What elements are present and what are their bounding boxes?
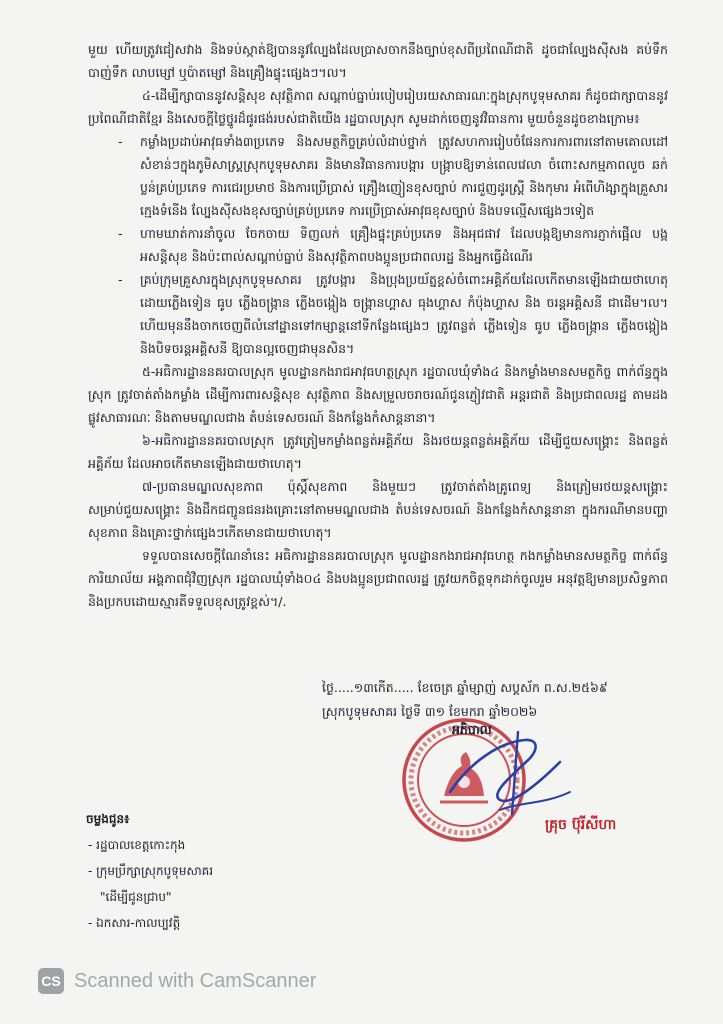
- document-body: [88, 38, 668, 613]
- camscanner-logo-icon: CS: [38, 968, 64, 994]
- paragraph-continuation: មួយ ហើយត្រូវជៀសវាង និងទប់ស្កាត់ឱ្យបាននូវល្បែងដែលប្រាសចាកនឹងច្បាប់ខុសពីប្រពៃណីជាតិ ដូចជាល្បែងស៊ីសង គប់ទឹក បាញ់ទឹក លាបម្សៅ ឬប៉ាតម្សៅ និងគ្រឿងផ្ទុះផ្សេងៗ។ល។: [88, 42, 668, 80]
- cc-title: ចម្លងជូន៖: [86, 812, 130, 826]
- measure-item: - គ្រប់ក្រុមគ្រួសារក្នុងស្រុកបូទុមសាគរ ត្រូវបង្ការ និងប្រុងប្រយ័ត្នខ្ពស់ចំពោះអគ្គិភ័យដែលកើតមានឡើងជាយថាហេតុ ដោយភ្លើងទៀន ធូប ភ្លើងចង្ក្រាន ភ្លើងចង្កៀង ចង្ក្រានហ្គាស ធុងហ្គាស កំប៉ុងហ្គាស និង ចរន្តអគ្គិសនី ជាដើម។ល។ ហើយមុននឹងចាកចេញពីលំនៅដ្ឋានទៅកម្សាន្តនៅទីកន្លែងផ្សេងៗ ត្រូវពន្លត់ ភ្លើងទៀន ធូប ភ្លើងចង្ក្រាន ភ្លើងចង្កៀង និងបិទចរន្តអគ្គិសនី ឱ្យបានល្អចេញជាមុនសិន។: [118, 268, 668, 360]
- measure-item: - ហាមឃាត់ការនាំចូល ចែកចាយ ទិញលក់ គ្រឿងផ្ទុះគ្រប់ប្រភេទ និងអុជផាវ ដែលបង្កឱ្យមានការភ្ញាក់ផ្អើល បង្កអសន្តិសុខ និងប៉ះពាល់សណ្តាប់ធ្នាប់ និងសុវត្ថិភាពបងប្អូនប្រជាពលរដ្ឋ និងអ្នកធ្វើដំណើរ: [118, 222, 668, 268]
- paragraph-item-5: ៥-អធិការដ្ឋាននគរបាលស្រុក មូលដ្ឋានកងរាជអាវុធហត្ថស្រុក រដ្ឋបាលឃុំទាំង៤ និងកម្លាំងមានសមត្ថកិច្ច ពាក់ព័ន្ធក្នុងស្រុក ត្រូវចាត់តាំងកម្លាំង ដើម្បីការពារសន្តិសុខ សុវត្ថិភាព និងសម្រួលចរាចរណ៍ជូនភ្ញៀវជាតិ អន្តរជាតិ និងប្រជាពលរដ្ឋ តាមដងផ្លូវសាធារណៈ និងតាមមណ្ឌលជាង តំបន់ទេសចរណ៍ និងកន្លែងកំសាន្តនានា។: [88, 364, 668, 425]
- cc-item: - ក្រុមប្រឹក្សាស្រុកបូទុមសាគរ: [88, 864, 214, 878]
- camscanner-watermark: [38, 968, 316, 994]
- cc-list: [86, 806, 213, 936]
- lunar-date-line: ថ្ងៃ.....១៣កើត..... ខែចេត្រ ឆ្នាំម្សាញ់ សប្តស័ក ព.ស.២៥៦៩: [322, 680, 608, 695]
- signatory-title: អភិបាល: [452, 722, 492, 737]
- paragraph-closing: ទទួលបានសេចក្តីណែនាំនេះ អធិការដ្ឋាននគរបាលស្រុក មូលដ្ឋានកងរាជអាវុធហត្ថ កងកម្លាំងមានសមត្ថកិច្ច ពាក់ព័ន្ធ ការិយាល័យ អង្គភាពជុំវិញស្រុក រដ្ឋបាលឃុំទាំង០៤ និងបងប្អូនប្រជាពលរដ្ឋ ត្រូវយកចិត្តទុកដាក់ចូលរួម អនុវត្តឱ្យមានប្រសិទ្ធភាព និងប្រកបដោយស្មារតីទទួលខុសត្រូវខ្ពស់។/.: [88, 548, 668, 609]
- measure-item: - កម្លាំងប្រដាប់អាវុធទាំង៣ប្រភេទ និងសមត្ថកិច្ចគ្រប់លំដាប់ថ្នាក់ ត្រូវសហការរៀបចំផែនការការពារនៅតាមគោលដៅសំខាន់ៗក្នុងភូមិសាស្ត្រស្រុកបូទុមសាគរ និងមានវិធានការបង្ការ បង្ក្រាបឱ្យទាន់ពេលវេលា ចំពោះសកម្មភាពលួច ឆក់ ប្លន់គ្រប់ប្រភេទ ការជេរប្រមាថ និងការប្រើប្រាស់ គ្រឿងញៀនខុសច្បាប់ ការជួញដូរស្ត្រី និងកុមារ អំពើហិង្សាក្នុងគ្រួសារ ក្មេងទំនើង ល្បែងស៊ីសងខុសច្បាប់គ្រប់ប្រភេទ ការប្រើប្រាស់អាវុធខុសច្បាប់ និងបទល្មើសផ្សេងៗទៀត: [118, 130, 668, 222]
- paragraph-item-6: ៦-អធិការដ្ឋាននគរបាលស្រុក ត្រូវត្រៀមកម្លាំងពន្លត់អគ្គិភ័យ និងរថយន្តពន្លត់អគ្គិភ័យ ដើម្បីជួយសង្គ្រោះ និងពន្លត់ អគ្គិភ័យ ដែលអាចកើតមានឡើងជាយថាហេតុ។: [88, 433, 668, 471]
- signatory-name: គ្រុច ប៊ុរីសីហា: [545, 817, 617, 833]
- paragraph-item-7: ៧-ប្រធានមណ្ឌលសុខភាព ប៉ុស្តិ៍សុខភាព និងមួយៗ ត្រូវចាត់តាំងគ្រូពេទ្យ និងត្រៀមរថយន្តសង្គ្រោះ សម្រាប់ជួយសង្គ្រោះ និងដឹកជញ្ជូនជនរងគ្រោះនៅតាមមណ្ឌលជាង តំបន់ទេសចរណ៍ និងកន្លែងកំសាន្តនានា ក្នុងករណីមានបញ្ហាសុខភាព និងគ្រោះថ្នាក់ផ្សេងៗកើតមានជាយថាហេតុ។: [88, 479, 668, 540]
- cc-item: "ដើម្បីជូនជ្រាប": [100, 890, 172, 904]
- paragraph-item-4: ៤-ដើម្បីក្សាបាននូវសន្តិសុខ សុវត្ថិភាព សណ្តាប់ធ្នាប់របៀបរៀបរយសាធារណៈក្នុងស្រុកបូទុមសាគរ ក៏ដូចជាក្សាបាននូវប្រពៃណីជាតិខ្មែរ និងសេចក្តីថ្លៃថ្នូរដ៏ផូរផង់របស់ជាតិយើង រដ្ឋបាលស្រុក សូមដាក់ចេញនូវវិធានការ មួយចំនួនដូចខាងក្រោម៖: [88, 88, 668, 126]
- solar-date-line: ស្រុកបូទុមសាគរ ថ្ងៃទី ៣១ ខែមករា ឆ្នាំ២០២៦: [322, 704, 538, 719]
- cc-item: - រដ្ឋបាលខេត្តកោះកុង: [88, 838, 186, 852]
- measures-list: [88, 130, 668, 360]
- cc-item: - ឯកសារ-កាលប្បវត្តិ: [88, 916, 181, 930]
- scanner-caption: Scanned with CamScanner: [74, 969, 317, 992]
